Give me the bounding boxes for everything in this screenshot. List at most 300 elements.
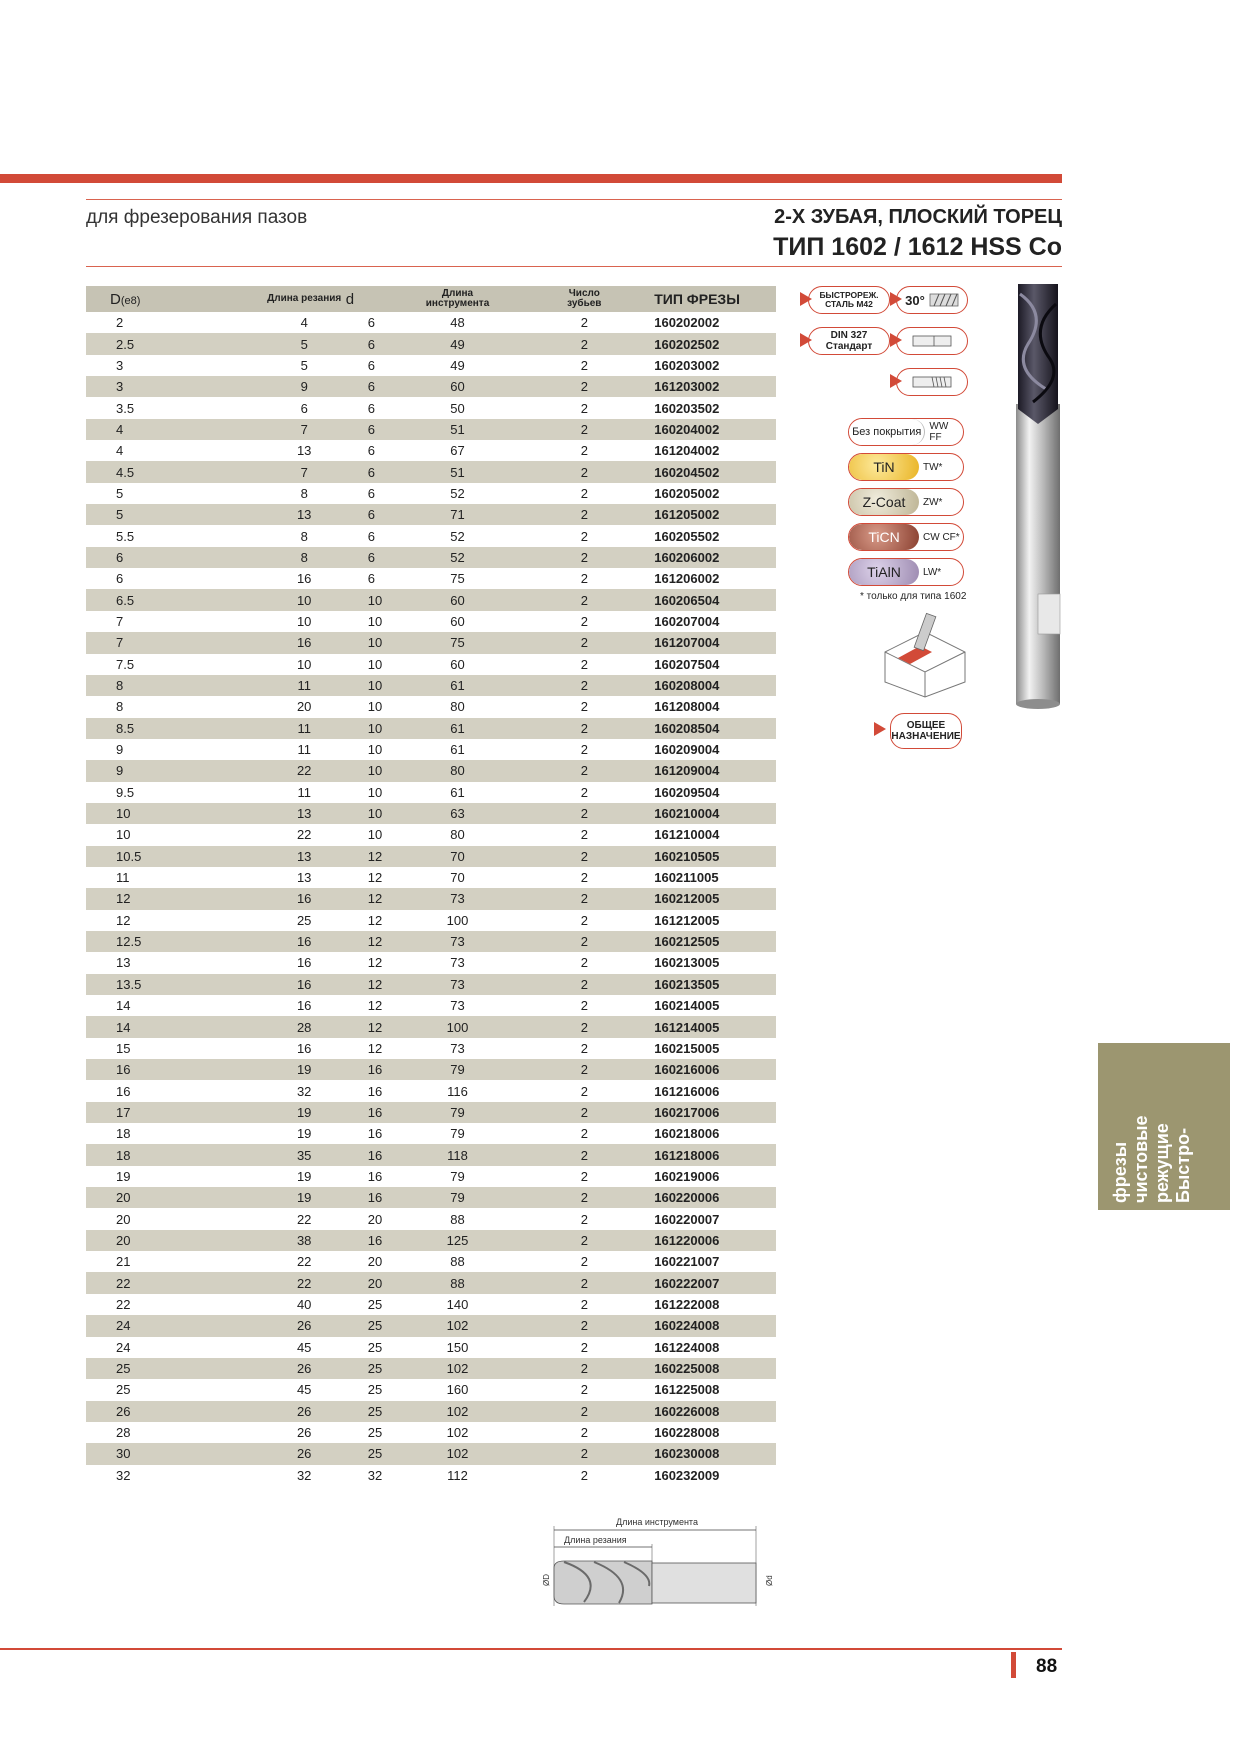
cell-tool-length: 61 — [393, 718, 523, 739]
cell-teeth: 2 — [522, 824, 646, 845]
cell-tool-length: 49 — [393, 333, 523, 354]
cell-teeth: 2 — [522, 1465, 646, 1486]
table-row — [86, 675, 776, 696]
cell-tool-length: 100 — [393, 1016, 523, 1037]
table-row — [86, 547, 776, 568]
col-header-type: ТИП ФРЕЗЫ — [646, 286, 776, 312]
cell-teeth: 2 — [522, 1166, 646, 1187]
cell-tool-length: 102 — [393, 1422, 523, 1443]
cell-cut-length: 26 — [216, 1443, 393, 1464]
table-row — [86, 974, 776, 995]
cell-teeth: 2 — [522, 1208, 646, 1229]
cell-teeth: 2 — [522, 910, 646, 931]
table-row — [86, 696, 776, 717]
cell-cut-length: 35 — [216, 1144, 393, 1165]
table-row — [86, 355, 776, 376]
cell-type: 160209004 — [646, 739, 776, 760]
helix-angle-badge: 30° — [896, 286, 968, 314]
cell-d-main: 8 — [86, 696, 216, 717]
cell-cut-length: 19 — [216, 1187, 393, 1208]
cell-teeth: 2 — [522, 1038, 646, 1059]
cell-type: 160216006 — [646, 1059, 776, 1080]
cell-cut-length: 10 — [216, 611, 393, 632]
page-subtitle: для фрезерования пазов — [86, 207, 308, 228]
table-row — [86, 1401, 776, 1422]
cell-tool-length: 60 — [393, 654, 523, 675]
cell-d-main: 12.5 — [86, 931, 216, 952]
cell-type: 161214005 — [646, 1016, 776, 1037]
cell-teeth: 2 — [522, 589, 646, 610]
cell-teeth: 2 — [522, 1272, 646, 1293]
table-row — [86, 782, 776, 803]
cell-type: 160222007 — [646, 1272, 776, 1293]
cell-cut-length: 26 — [216, 1422, 393, 1443]
cell-tool-length: 52 — [393, 547, 523, 568]
cell-cut-length: 7 — [216, 419, 393, 440]
cell-tool-length: 118 — [393, 1144, 523, 1165]
table-row — [86, 376, 776, 397]
table-row — [86, 1038, 776, 1059]
cell-cut-length: 8 — [216, 483, 393, 504]
cell-type: 160228008 — [646, 1422, 776, 1443]
din-badge: DIN 327 Стандарт — [802, 327, 890, 355]
cell-d-main: 15 — [86, 1038, 216, 1059]
cell-teeth: 2 — [522, 1251, 646, 1272]
cell-teeth: 2 — [522, 1315, 646, 1336]
table-row — [86, 1230, 776, 1251]
coating-uncoated: Без покрытия WW FF — [848, 418, 964, 446]
plain-shank-icon — [912, 334, 952, 348]
cell-d-main: 8.5 — [86, 718, 216, 739]
cell-tool-length: 50 — [393, 397, 523, 418]
table-row — [86, 1337, 776, 1358]
diagram-tool-length-label: Длина инструмента — [616, 1517, 698, 1527]
cell-tool-length: 60 — [393, 611, 523, 632]
cell-d-main: 13 — [86, 952, 216, 973]
cell-cut-length: 19 — [216, 1102, 393, 1123]
cell-teeth: 2 — [522, 1443, 646, 1464]
table-row — [86, 568, 776, 589]
cell-cut-length: 16 — [216, 888, 393, 909]
cell-d-main: 2 — [86, 312, 216, 333]
cell-tool-length: 51 — [393, 419, 523, 440]
cell-tool-length: 79 — [393, 1102, 523, 1123]
end-mill-image — [1008, 284, 1068, 714]
cell-tool-length: 73 — [393, 995, 523, 1016]
cell-type: 160207004 — [646, 611, 776, 632]
cell-tool-length: 80 — [393, 824, 523, 845]
cell-teeth: 2 — [522, 312, 646, 333]
diagram-d-main-label: ØD — [542, 1574, 551, 1586]
cell-cut-length: 19 — [216, 1123, 393, 1144]
cell-tool-length: 70 — [393, 846, 523, 867]
cell-type: 161224008 — [646, 1337, 776, 1358]
cell-tool-length: 79 — [393, 1123, 523, 1144]
cell-teeth: 2 — [522, 760, 646, 781]
cell-teeth: 2 — [522, 974, 646, 995]
cell-teeth: 2 — [522, 1187, 646, 1208]
coating-note: * только для типа 1602 — [860, 591, 967, 602]
cell-d-main: 20 — [86, 1230, 216, 1251]
cell-d-main: 18 — [86, 1144, 216, 1165]
cell-teeth: 2 — [522, 1080, 646, 1101]
section-side-tab[interactable] — [1098, 1043, 1230, 1210]
general-purpose-badge: ОБЩЕЕ НАЗНАЧЕНИЕ — [890, 713, 962, 749]
table-row — [86, 1358, 776, 1379]
cell-d-main: 9 — [86, 760, 216, 781]
cell-cut-length: 8 — [216, 525, 393, 546]
cell-tool-length: 73 — [393, 888, 523, 909]
cell-type: 160210004 — [646, 803, 776, 824]
cell-type: 161203002 — [646, 376, 776, 397]
cell-type: 161216006 — [646, 1080, 776, 1101]
table-row — [86, 1272, 776, 1293]
cell-teeth: 2 — [522, 782, 646, 803]
cell-teeth: 2 — [522, 1294, 646, 1315]
cell-cut-length: 16 — [216, 632, 393, 653]
table-row — [86, 1379, 776, 1400]
cell-cut-length: 22 — [216, 1251, 393, 1272]
cell-type: 161225008 — [646, 1379, 776, 1400]
cell-cut-length: 13 — [216, 867, 393, 888]
cell-cut-length: 16 — [216, 568, 393, 589]
table-row — [86, 1080, 776, 1101]
cell-cut-length: 16 — [216, 931, 393, 952]
cell-d-main: 21 — [86, 1251, 216, 1272]
cell-tool-length: 67 — [393, 440, 523, 461]
col-header-cut-length: Длина резания — [216, 286, 393, 312]
cell-type: 160220007 — [646, 1208, 776, 1229]
cell-d-main: 9.5 — [86, 782, 216, 803]
table-row — [86, 397, 776, 418]
cell-teeth: 2 — [522, 1358, 646, 1379]
cell-d-main: 3 — [86, 376, 216, 397]
cell-tool-length: 51 — [393, 461, 523, 482]
cell-teeth: 2 — [522, 995, 646, 1016]
cell-cut-length: 19 — [216, 1166, 393, 1187]
cell-type: 161212005 — [646, 910, 776, 931]
cell-cut-length: 32 — [216, 1080, 393, 1101]
cell-tool-length: 80 — [393, 760, 523, 781]
cell-type: 160202502 — [646, 333, 776, 354]
coating-tialn: TiAlN LW* — [848, 558, 964, 586]
cell-d-main: 28 — [86, 1422, 216, 1443]
cell-d-main: 20 — [86, 1187, 216, 1208]
cell-d-main: 4.5 — [86, 461, 216, 482]
cell-type: 160203502 — [646, 397, 776, 418]
cell-teeth: 2 — [522, 632, 646, 653]
cell-d-main: 11 — [86, 867, 216, 888]
cell-tool-length: 79 — [393, 1187, 523, 1208]
cell-tool-length: 102 — [393, 1401, 523, 1422]
cell-type: 160213505 — [646, 974, 776, 995]
cell-teeth: 2 — [522, 1422, 646, 1443]
cell-cut-length: 22 — [216, 1272, 393, 1293]
cell-teeth: 2 — [522, 1379, 646, 1400]
cell-cut-length: 16 — [216, 995, 393, 1016]
header-accent-bar — [0, 174, 1062, 183]
cell-teeth: 2 — [522, 1337, 646, 1358]
cell-teeth: 2 — [522, 1016, 646, 1037]
cell-tool-length: 102 — [393, 1315, 523, 1336]
cell-tool-length: 125 — [393, 1230, 523, 1251]
cell-type: 160202002 — [646, 312, 776, 333]
cell-cut-length: 28 — [216, 1016, 393, 1037]
cell-d-main: 24 — [86, 1315, 216, 1336]
cell-teeth: 2 — [522, 525, 646, 546]
cell-teeth: 2 — [522, 952, 646, 973]
cell-teeth: 2 — [522, 611, 646, 632]
table-row — [86, 1315, 776, 1336]
cell-teeth: 2 — [522, 547, 646, 568]
cell-d-main: 7 — [86, 611, 216, 632]
cell-d-main: 25 — [86, 1358, 216, 1379]
cell-tool-length: 48 — [393, 312, 523, 333]
cell-type: 160208004 — [646, 675, 776, 696]
cell-type: 161206002 — [646, 568, 776, 589]
arrow-icon — [800, 333, 812, 347]
cell-d-main: 14 — [86, 995, 216, 1016]
table-row — [86, 995, 776, 1016]
cell-teeth: 2 — [522, 846, 646, 867]
arrow-icon — [890, 374, 902, 388]
cell-teeth: 2 — [522, 803, 646, 824]
cell-tool-length: 79 — [393, 1059, 523, 1080]
table-row — [86, 525, 776, 546]
table-row — [86, 867, 776, 888]
cell-type: 161208004 — [646, 696, 776, 717]
cell-type: 160204002 — [646, 419, 776, 440]
col-header-teeth: Число зубьев — [522, 286, 646, 312]
cell-d-main: 17 — [86, 1102, 216, 1123]
cell-tool-length: 61 — [393, 675, 523, 696]
table-row — [86, 952, 776, 973]
cell-cut-length: 40 — [216, 1294, 393, 1315]
cell-cut-length: 13 — [216, 440, 393, 461]
table-row — [86, 1443, 776, 1464]
cell-type: 161220006 — [646, 1230, 776, 1251]
table-row — [86, 483, 776, 504]
cell-cut-length: 10 — [216, 589, 393, 610]
cell-tool-length: 73 — [393, 952, 523, 973]
cell-type: 161222008 — [646, 1294, 776, 1315]
cell-d-main: 6 — [86, 547, 216, 568]
cell-cut-length: 26 — [216, 1315, 393, 1336]
cell-teeth: 2 — [522, 1144, 646, 1165]
cell-cut-length: 9 — [216, 376, 393, 397]
cell-tool-length: 150 — [393, 1337, 523, 1358]
cell-tool-length: 112 — [393, 1465, 523, 1486]
cell-d-main: 7.5 — [86, 654, 216, 675]
cell-d-main: 5 — [86, 483, 216, 504]
table-row — [86, 589, 776, 610]
table-row — [86, 910, 776, 931]
cell-tool-length: 71 — [393, 504, 523, 525]
cell-d-main: 6.5 — [86, 589, 216, 610]
cell-teeth: 2 — [522, 1401, 646, 1422]
table-row — [86, 312, 776, 333]
cell-d-main: 22 — [86, 1272, 216, 1293]
cell-tool-length: 140 — [393, 1294, 523, 1315]
table-row — [86, 803, 776, 824]
table-row — [86, 1465, 776, 1486]
arrow-icon — [890, 292, 902, 306]
cell-d-main: 12 — [86, 910, 216, 931]
cell-d-main: 7 — [86, 632, 216, 653]
shank-plain-badge — [896, 327, 968, 355]
cell-type: 160210505 — [646, 846, 776, 867]
table-row — [86, 931, 776, 952]
diagram-cut-length-label: Длина резания — [564, 1535, 627, 1545]
cell-d-main: 9 — [86, 739, 216, 760]
cell-tool-length: 52 — [393, 483, 523, 504]
cell-d-main: 10 — [86, 824, 216, 845]
cell-d-main: 2.5 — [86, 333, 216, 354]
cell-d-main: 30 — [86, 1443, 216, 1464]
cell-type: 160226008 — [646, 1401, 776, 1422]
col-header-d-main: D(e8) — [86, 286, 216, 312]
cell-teeth: 2 — [522, 376, 646, 397]
table-row — [86, 1251, 776, 1272]
footer-line — [0, 1648, 1062, 1650]
cell-d-main: 26 — [86, 1401, 216, 1422]
cell-type: 160206504 — [646, 589, 776, 610]
cell-d-main: 14 — [86, 1016, 216, 1037]
cell-tool-length: 61 — [393, 782, 523, 803]
header-divider-top — [86, 199, 1062, 200]
cell-cut-length: 16 — [216, 974, 393, 995]
cell-d-main: 22 — [86, 1294, 216, 1315]
product-table — [86, 286, 776, 1486]
coating-ticn: TiCN CW CF* — [848, 523, 964, 551]
cell-type: 160211005 — [646, 867, 776, 888]
cell-tool-length: 100 — [393, 910, 523, 931]
cell-tool-length: 116 — [393, 1080, 523, 1101]
table-row — [86, 760, 776, 781]
helix-icon — [929, 291, 959, 309]
cell-teeth: 2 — [522, 419, 646, 440]
table-row — [86, 632, 776, 653]
cell-d-main: 25 — [86, 1379, 216, 1400]
cell-cut-length: 11 — [216, 739, 393, 760]
cell-tool-length: 160 — [393, 1379, 523, 1400]
cell-type: 160212505 — [646, 931, 776, 952]
cell-teeth: 2 — [522, 654, 646, 675]
table-row — [86, 718, 776, 739]
cell-type: 160218006 — [646, 1123, 776, 1144]
table-header-row: D(e8) d Длина резания Длина инструмента Число зубьев ТИП ФРЕЗЫ — [86, 286, 776, 312]
material-badge: БЫСТРОРЕЖ. СТАЛЬ М42 — [802, 286, 890, 314]
header-divider-bottom — [86, 266, 1062, 267]
cell-tool-length: 88 — [393, 1251, 523, 1272]
cell-d-main: 19 — [86, 1166, 216, 1187]
cell-type: 160215005 — [646, 1038, 776, 1059]
cell-d-main: 4 — [86, 419, 216, 440]
cell-tool-length: 60 — [393, 589, 523, 610]
cell-cut-length: 8 — [216, 547, 393, 568]
cell-type: 160212005 — [646, 888, 776, 909]
cell-cut-length: 5 — [216, 333, 393, 354]
cell-tool-length: 88 — [393, 1208, 523, 1229]
arrow-icon — [890, 333, 902, 347]
cell-d-main: 5.5 — [86, 525, 216, 546]
table-row — [86, 1059, 776, 1080]
cell-cut-length: 19 — [216, 1059, 393, 1080]
table-row — [86, 333, 776, 354]
cell-type: 160213005 — [646, 952, 776, 973]
cell-d-main: 12 — [86, 888, 216, 909]
cell-type: 161204002 — [646, 440, 776, 461]
cell-type: 160205502 — [646, 525, 776, 546]
cell-cut-length: 45 — [216, 1337, 393, 1358]
cell-d-main: 18 — [86, 1123, 216, 1144]
table-row — [86, 1102, 776, 1123]
slot-milling-icon — [880, 612, 970, 700]
cell-teeth: 2 — [522, 1230, 646, 1251]
cell-type: 160230008 — [646, 1443, 776, 1464]
cell-d-main: 10.5 — [86, 846, 216, 867]
cell-d-main: 10 — [86, 803, 216, 824]
footer-marker — [1011, 1652, 1016, 1678]
cell-tool-length: 49 — [393, 355, 523, 376]
cell-cut-length: 22 — [216, 760, 393, 781]
arrow-icon — [800, 292, 812, 306]
cell-tool-length: 61 — [393, 739, 523, 760]
cell-tool-length: 73 — [393, 931, 523, 952]
cell-tool-length: 88 — [393, 1272, 523, 1293]
cell-d-main: 32 — [86, 1465, 216, 1486]
cell-type: 160225008 — [646, 1358, 776, 1379]
cell-cut-length: 22 — [216, 1208, 393, 1229]
cell-cut-length: 45 — [216, 1379, 393, 1400]
cell-type: 160214005 — [646, 995, 776, 1016]
cell-teeth: 2 — [522, 675, 646, 696]
cell-type: 160207504 — [646, 654, 776, 675]
cell-type: 161207004 — [646, 632, 776, 653]
cell-teeth: 2 — [522, 1059, 646, 1080]
cell-d-main: 24 — [86, 1337, 216, 1358]
cell-type: 161210004 — [646, 824, 776, 845]
cell-tool-length: 63 — [393, 803, 523, 824]
cell-tool-length: 75 — [393, 568, 523, 589]
cell-d-main: 16 — [86, 1059, 216, 1080]
arrow-icon — [874, 722, 886, 736]
cell-cut-length: 26 — [216, 1401, 393, 1422]
table-row — [86, 419, 776, 440]
cell-teeth: 2 — [522, 696, 646, 717]
cell-cut-length: 13 — [216, 846, 393, 867]
cell-d-main: 20 — [86, 1208, 216, 1229]
cell-teeth: 2 — [522, 888, 646, 909]
table-row — [86, 1422, 776, 1443]
table-row — [86, 1123, 776, 1144]
cell-cut-length: 32 — [216, 1465, 393, 1486]
cell-tool-length: 60 — [393, 376, 523, 397]
cell-teeth: 2 — [522, 718, 646, 739]
cell-type: 160232009 — [646, 1465, 776, 1486]
cell-type: 160224008 — [646, 1315, 776, 1336]
cell-tool-length: 102 — [393, 1443, 523, 1464]
cell-teeth: 2 — [522, 568, 646, 589]
cell-tool-length: 102 — [393, 1358, 523, 1379]
table-row — [86, 440, 776, 461]
table-row — [86, 1294, 776, 1315]
cell-cut-length: 16 — [216, 1038, 393, 1059]
cell-teeth: 2 — [522, 397, 646, 418]
cell-tool-length: 73 — [393, 1038, 523, 1059]
cell-d-main: 4 — [86, 440, 216, 461]
cell-tool-length: 52 — [393, 525, 523, 546]
